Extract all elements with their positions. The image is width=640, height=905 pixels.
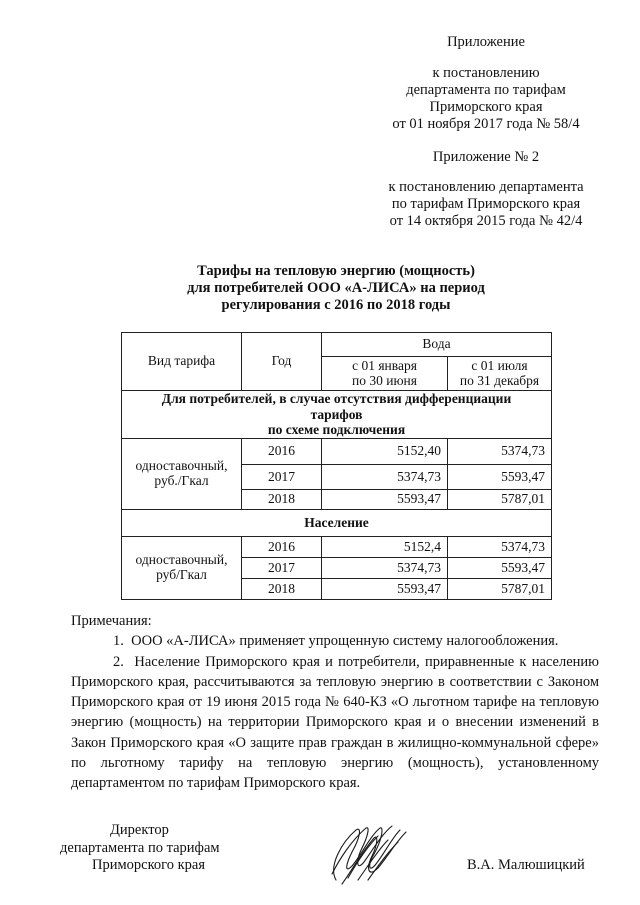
col-header-period2: с 01 июля по 31 декабря [448,357,552,391]
appendix2-line: от 14 октября 2015 года № 42/4 [389,213,583,229]
value-cell: 5593,47 [322,579,448,600]
year-cell: 2018 [242,579,322,600]
value-cell: 5374,73 [322,558,448,579]
value-cell: 5787,01 [448,490,552,510]
doc-title-line2: для потребителей ООО «А-ЛИСА» на период [187,280,485,296]
doc-title-line1: Тарифы на тепловую энергию (мощность) [197,263,475,279]
notes-heading: Примечания: [71,613,152,629]
appendix-line: департамента по тарифам [406,82,566,98]
tariff-type-cell: одноставочный, руб./Гкал [122,439,242,510]
signer-position-line2: департамента по тарифам [60,840,220,856]
value-cell: 5787,01 [448,579,552,600]
value-cell: 5374,73 [448,439,552,465]
value-cell: 5374,73 [322,465,448,490]
doc-title-line3: регулирования с 2016 по 2018 годы [221,297,451,313]
appendix-line: к постановлению [432,65,540,81]
table-row [122,439,552,465]
col-header-water: Вода [322,333,552,357]
value-cell: 5593,47 [322,490,448,510]
section-row-consumers: Для потребителей, в случае отсутствия дифференциации тарифов по схеме подключения [122,391,552,439]
appendix2-title: Приложение № 2 [432,149,540,165]
appendix2-line: к постановлению департамента [388,179,584,195]
table-row [122,537,552,558]
col-header-period1: с 01 января по 30 июня [322,357,448,391]
signer-name: В.А. Малюшицкий [467,857,585,873]
handwritten-signature [322,818,414,888]
appendix-line: Приморского края [429,99,543,115]
section-row-population: Население [122,510,552,537]
year-cell: 2018 [242,490,322,510]
value-cell: 5374,73 [448,537,552,558]
value-cell: 5152,4 [322,537,448,558]
appendix-title: Приложение [447,34,525,50]
signer-position-line3: Приморского края [92,857,206,873]
year-cell: 2017 [242,465,322,490]
tariff-type-cell: одноставочный, руб/Гкал [122,537,242,600]
year-cell: 2017 [242,558,322,579]
col-header-year: Год [242,333,322,391]
year-cell: 2016 [242,537,322,558]
note-item-2: 2. Население Приморского края и потребители, приравненные к населению Приморского края, рассчитываются за тепловую энергию в соответствии с Законом Приморского края от 19 июня 2015 года № 640-КЗ «О льготном тарифе на тепловую энергию (мощность) на территории Приморского края и о внесении изменений в Закон Приморского края «О защите прав граждан в жилищно-коммунальной сфере» по льготному тарифу на тепловую энергию (мощность), установленному департаментом по тарифам Приморского края. [71,653,599,792]
tariffs-table [121,332,552,600]
value-cell: 5593,47 [448,465,552,490]
notes-section [71,611,599,794]
appendix2-line: по тарифам Приморского края [391,196,581,212]
note-item-1: 1. ООО «А-ЛИСА» применяет упрощенную систему налогообложения. [113,633,559,650]
signer-position-line1: Директор [110,822,169,838]
year-cell: 2016 [242,439,322,465]
appendix-line: от 01 ноября 2017 года № 58/4 [392,116,580,132]
value-cell: 5152,40 [322,439,448,465]
col-header-tariff-type: Вид тарифа [122,333,242,391]
value-cell: 5593,47 [448,558,552,579]
